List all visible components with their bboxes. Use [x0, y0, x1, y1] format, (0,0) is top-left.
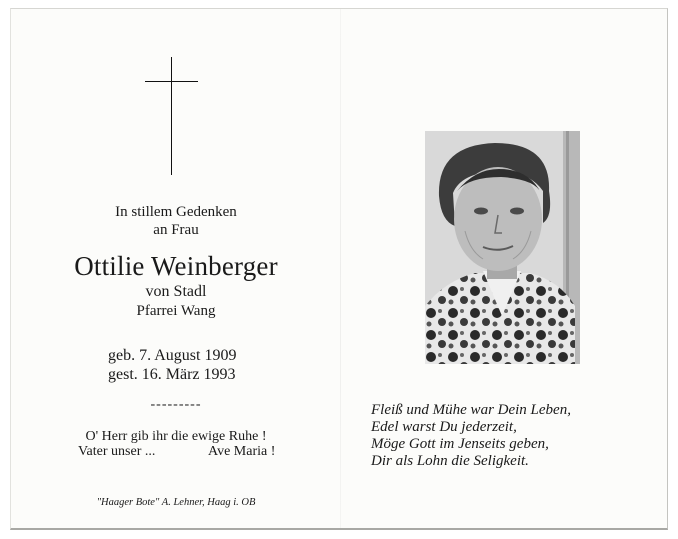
separator: ---------: [150, 397, 202, 412]
parish: Pfarrei Wang: [136, 303, 216, 319]
prayer-ave-maria: Ave Maria !: [208, 444, 276, 459]
cross-icon-bar: [145, 81, 198, 82]
verse-line-2: Edel warst Du jederzeit,: [371, 419, 517, 435]
deceased-name: Ottilie Weinberger: [74, 251, 278, 281]
portrait-illustration: [425, 131, 580, 364]
gedenken-line-2: an Frau: [153, 222, 199, 238]
memorial-card: [10, 8, 668, 530]
origin: von Stadl: [145, 283, 207, 300]
cross-icon: [171, 57, 172, 175]
birth-date: geb. 7. August 1909: [108, 347, 237, 364]
verse-line-1: Fleiß und Mühe war Dein Leben,: [371, 402, 571, 418]
publisher-text: "Haager Bote" A. Lehner, Haag i. OB: [96, 497, 256, 508]
portrait-photo: [425, 131, 580, 364]
verse-line-4: Dir als Lohn die Seligkeit.: [371, 453, 529, 469]
publisher-line: [51, 497, 301, 508]
prayer-line-1: O' Herr gib ihr die ewige Ruhe !: [85, 429, 267, 444]
death-date: gest. 16. März 1993: [108, 366, 236, 383]
verse-line-3: Möge Gott im Jenseits geben,: [371, 436, 549, 452]
memorial-verse: [371, 402, 671, 470]
prayer-vater-unser: Vater unser ...: [78, 444, 156, 459]
gedenken-line-1: In stillem Gedenken: [115, 204, 237, 220]
card-fold: [340, 9, 341, 528]
life-dates: [108, 346, 236, 384]
